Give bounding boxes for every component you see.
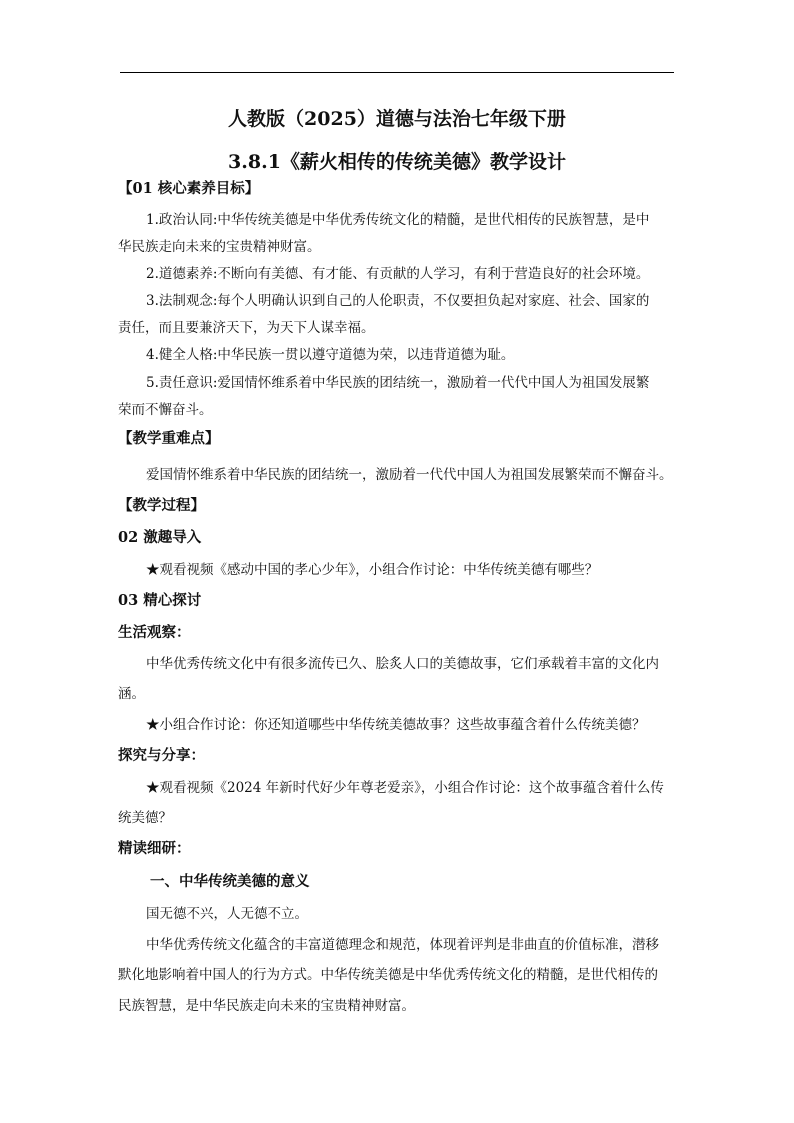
share-line-2: 统美德？ bbox=[118, 810, 172, 826]
goal-3-line-1: 3.法制观念:每个人明确认识到自己的人伦职责，不仅要担负起对家庭、社会、国家的 bbox=[146, 293, 650, 309]
meaning-line-3: 民族智慧，是中华民族走向未来的宝贵精神财富。 bbox=[118, 998, 415, 1014]
document-title: 人教版（2025）道德与法治七年级下册 bbox=[228, 108, 566, 130]
goal-2: 2.道德素养:不断向有美德、有才能、有贡献的人学习，有利于营造良好的社会环境。 bbox=[146, 266, 650, 282]
section-heading-intro: 02 激趣导入 bbox=[118, 529, 202, 546]
subheading-life-observation: 生活观察： bbox=[118, 624, 191, 641]
meaning-line-1: 中华优秀传统文化蕴含的丰富道德理念和规范，体现着评判是非曲直的价值标准，潜移 bbox=[146, 937, 659, 953]
goal-3-line-2: 责任，而且要兼济天下，为天下人谋幸福。 bbox=[118, 320, 375, 336]
top-rule bbox=[120, 72, 674, 73]
meaning-quote: 国无德不兴，人无德不立。 bbox=[146, 906, 308, 922]
life-line-2: 涵。 bbox=[118, 686, 145, 702]
section-heading-key-points: 【教学重难点】 bbox=[118, 430, 220, 447]
goal-4: 4.健全人格:中华民族一贯以遵守道德为荣，以违背道德为耻。 bbox=[146, 347, 515, 363]
goal-1-line-1: 1.政治认同:中华传统美德是中华优秀传统文化的精髓，是世代相传的民族智慧，是中 bbox=[146, 212, 650, 228]
share-line-1: ★观看视频《2024 年新时代好少年尊老爱亲》，小组合作讨论：这个故事蕴含着什么传 bbox=[146, 780, 664, 796]
section-heading-process: 【教学过程】 bbox=[118, 497, 205, 514]
goal-5-line-1: 5.责任意识:爱国情怀维系着中华民族的团结统一，激励着一代代中国人为祖国发展繁 bbox=[146, 375, 650, 391]
life-task: ★小组合作讨论：你还知道哪些中华传统美德故事？这些故事蕴含着什么传统美德？ bbox=[146, 717, 646, 733]
goal-5-line-2: 荣而不懈奋斗。 bbox=[118, 402, 213, 418]
meaning-line-2: 默化地影响着中国人的行为方式。中华传统美德是中华优秀传统文化的精髓，是世代相传的 bbox=[118, 967, 658, 983]
life-line-1: 中华优秀传统文化中有很多流传已久、脍炙人口的美德故事，它们承载着丰富的文化内 bbox=[146, 656, 659, 672]
intro-task: ★观看视频《感动中国的孝心少年》，小组合作讨论：中华传统美德有哪些？ bbox=[146, 562, 599, 578]
heading-meaning: 一、中华传统美德的意义 bbox=[150, 873, 310, 890]
subheading-close-reading: 精读细研： bbox=[118, 840, 191, 857]
lesson-title: 3.8.1《薪火相传的传统美德》教学设计 bbox=[228, 151, 566, 173]
key-points-text: 爱国情怀维系着中华民族的团结统一，激励着一代代中国人为祖国发展繁荣而不懈奋斗。 bbox=[146, 467, 673, 483]
section-heading-explore: 03 精心探讨 bbox=[118, 592, 202, 609]
subheading-explore-share: 探究与分享： bbox=[118, 747, 205, 764]
goal-1-line-2: 华民族走向未来的宝贵精神财富。 bbox=[118, 239, 321, 255]
section-heading-core-goals: 【01 核心素养目标】 bbox=[118, 180, 260, 197]
